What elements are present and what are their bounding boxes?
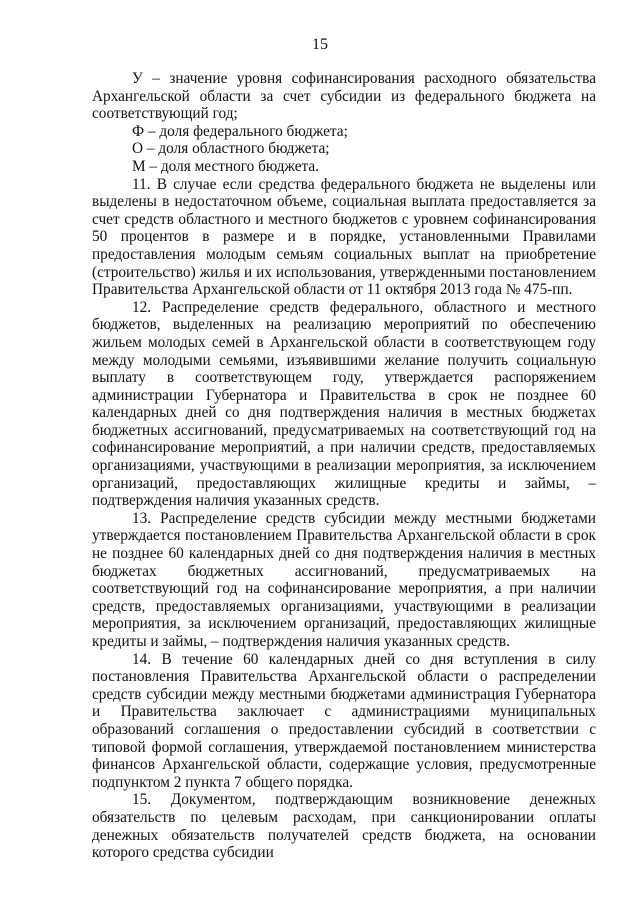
paragraph-14: 14. В течение 60 календарных дней со дня вступления в силу постановления Правительства Архангельской области о распределении средств субсидии между местными бюджетами администрация Губернатора и Правительства заключает с администрациями муниципальных образований соглашения о предоставлении субсидий в соответствии с типовой формой соглашения, утверждаемой постановлением министерства финансов Архангельской области, содержащие условия, предусмотренные подпунктом 2 пункта 7 общего порядка. <box>92 650 596 791</box>
paragraph-11: 11. В случае если средства федерального бюджета не выделены или выделены в недостаточном объеме, социальная выплата предоставляется за счет средств областного и местного бюджетов с уровнем софинансирования 50 процентов в размере и в порядке, установленными Правилами предоставления молодым семьям социальных выплат на приобретение (строительство) жилья и их использования, утвержденными постановлением Правительства Архангельской области от 11 октября 2013 года № 475-пп. <box>92 175 596 299</box>
paragraph-15: 15. Документом, подтверждающим возникновение денежных обязательств по целевым расходам, при санкционировании оплаты денежных обязательств получателей средств бюджета, на основании которого средства субсидии <box>92 791 596 862</box>
paragraph-13: 13. Распределение средств субсидии между местными бюджетами утверждается постановлением Правительства Архангельской области в срок не позднее 60 календарных дней со дня подтверждения наличия в местных бюджетах бюджетных ассигнований, предусматриваемых на соответствующий год на софинансирование мероприятия, а при наличии средств, предоставляемых организациями, участвующими в реализации мероприятия, за исключением организаций, предоставляющих жилищные кредиты и займы, – подтверждения наличия указанных средств. <box>92 509 596 650</box>
page-number: 15 <box>312 36 328 53</box>
paragraph-formula-m: М – доля местного бюджета. <box>132 157 320 175</box>
paragraph-12: 12. Распределение средств федерального, областного и местного бюджетов, выделенных на реализацию мероприятий по обеспечению жильем молодых семей в Архангельской области в соответствующем году между молодыми семьями, изъявившими желание получить социальную выплату в соответствующем году, утверждается распоряжением администрации Губернатора и Правительства в срок не позднее 60 календарных дней со дня подтверждения наличия в местных бюджетах бюджетных ассигнований, предусматриваемых на соответствующий год на софинансирование мероприятий, а при наличии средств, предоставляемых организациями, участвующими в реализации мероприятия, за исключением организаций, предоставляющих жилищные кредиты и займы, – подтверждения наличия указанных средств. <box>92 298 596 510</box>
paragraph-formula-f: Ф – доля федерального бюджета; <box>132 122 348 140</box>
document-body <box>92 70 596 862</box>
paragraph-formula-u: У – значение уровня софинансирования расходного обязательства Архангельской области за счет субсидии из федерального бюджета на соответствующий год; <box>92 70 596 123</box>
paragraph-formula-o: О – доля областного бюджета; <box>132 140 330 158</box>
